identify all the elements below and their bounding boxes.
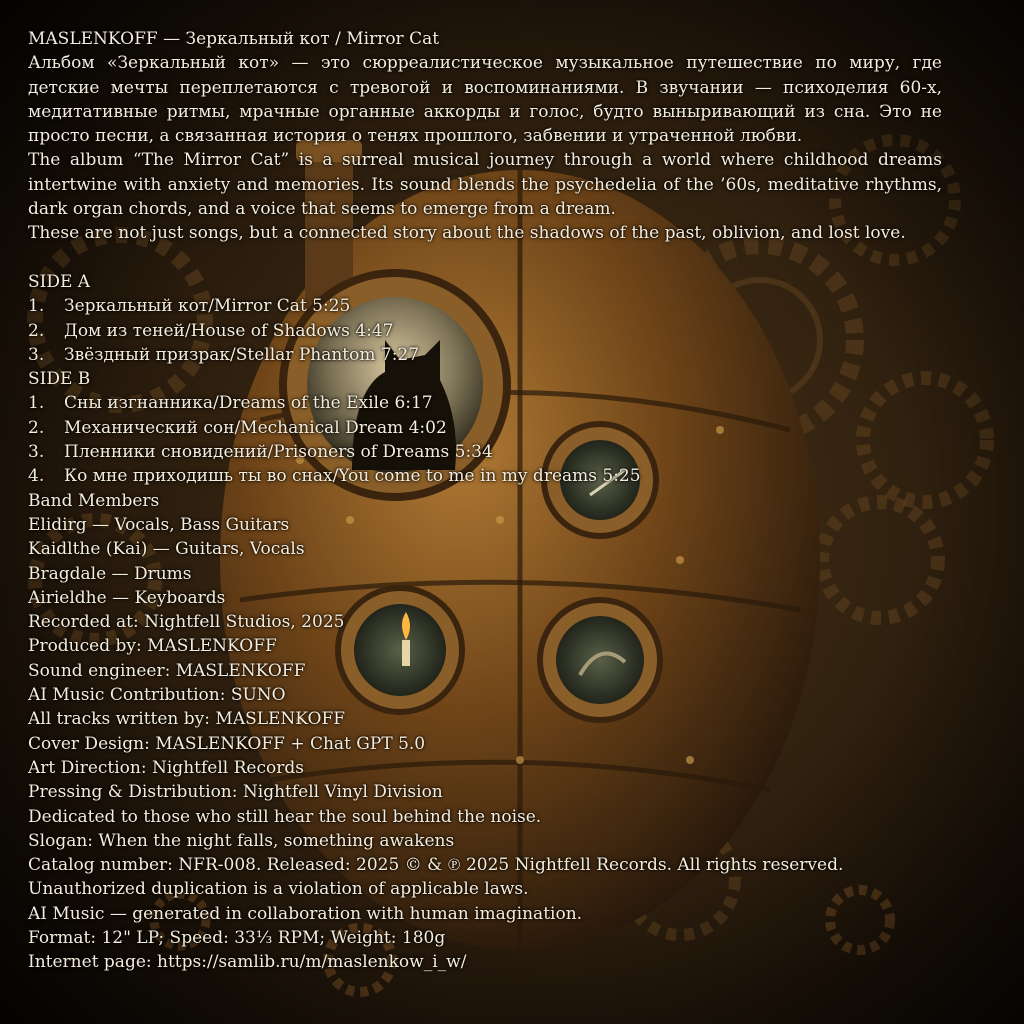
track-a3	[28, 343, 942, 367]
credit-ai-contribution: AI Music Contribution: SUNO	[28, 685, 286, 706]
track-b3	[28, 440, 942, 464]
credit-internet-page: Internet page: https://samlib.ru/m/maslenkow_i_w/	[28, 952, 467, 973]
track-number: 1.	[28, 296, 45, 317]
side-b-label: SIDE B	[28, 369, 91, 390]
track-number: 3.	[28, 442, 45, 463]
credit-pressing: Pressing & Distribution: Nightfell Vinyl Division	[28, 782, 443, 803]
track-number: 1.	[28, 393, 45, 414]
description-en-2: These are not just songs, but a connected story about the shadows of the past, oblivion, and lost love.	[28, 223, 906, 244]
credit-duplication-notice: Unauthorized duplication is a violation of applicable laws.	[28, 879, 529, 900]
credit-ai-notice: AI Music — generated in collaboration with human imagination.	[28, 903, 583, 924]
track-number: 3.	[28, 344, 45, 365]
track-number: 2.	[28, 320, 45, 341]
spacer	[28, 246, 942, 270]
credit-member-1: Elidirg — Vocals, Bass Guitars	[28, 514, 290, 535]
album-header: MASLENKOFF — Зеркальный кот / Mirror Cat	[28, 29, 440, 49]
credit-sound-engineer: Sound engineer: MASLENKOFF	[28, 660, 306, 681]
track-number: 2.	[28, 417, 45, 438]
track-a1	[28, 294, 942, 318]
track-b1	[28, 391, 942, 415]
description-en-1: The album “The Mirror Cat” is a surreal musical journey through a world where childhood dreams intertwine with anxiety and memories. Its sound blends the psychedelia of the ’60s, meditative rhythms, dark organ chords, and a voice that seems to emerge from a dream.	[28, 150, 942, 220]
track-title: Ко мне приходишь ты во снах/You come to me in my dreams 5:25	[64, 466, 641, 487]
track-b2	[28, 416, 942, 440]
track-title: Механический сон/Mechanical Dream 4:02	[64, 417, 447, 438]
credit-art-direction: Art Direction: Nightfell Records	[28, 757, 304, 778]
track-title: Дом из теней/House of Shadows 4:47	[64, 320, 394, 341]
description-ru: Альбом «Зеркальный кот» — это сюрреалистическое музыкальное путешествие по миру, где детские мечты переплетаются с тревогой и воспоминаниями. В звучании — психоделия 60-х, медитативные ритмы, мрачные органные аккорды и голос, будто выныривающий из сна. Это не просто песни, а связанная история о тенях прошлого, забвении и утраченной любви.	[28, 53, 942, 147]
credit-cover-design: Cover Design: MASLENKOFF + Chat GPT 5.0	[28, 733, 426, 754]
credit-recorded-at: Recorded at: Nightfell Studios, 2025	[28, 612, 345, 633]
side-a-label: SIDE A	[28, 271, 91, 292]
credit-written-by: All tracks written by: MASLENKOFF	[28, 709, 346, 730]
track-title: Сны изгнанника/Dreams of the Exile 6:17	[64, 393, 433, 414]
credit-catalog: Catalog number: NFR-008. Released: 2025 © & ℗ 2025 Nightfell Records. All rights reserved.	[28, 855, 844, 876]
credit-dedication: Dedicated to those who still hear the soul behind the noise.	[28, 806, 542, 827]
credit-format: Format: 12" LP; Speed: 33⅓ RPM; Weight: 180g	[28, 927, 446, 948]
track-title: Звёздный призрак/Stellar Phantom 7:27	[64, 344, 420, 365]
track-a2	[28, 319, 942, 343]
credit-member-2: Kaidlthe (Kai) — Guitars, Vocals	[28, 539, 305, 560]
credit-slogan: Slogan: When the night falls, something awakens	[28, 830, 455, 851]
credit-produced-by: Produced by: MASLENKOFF	[28, 636, 277, 657]
track-number: 4.	[28, 466, 45, 487]
credit-member-4: Airieldhe — Keyboards	[28, 587, 226, 608]
liner-notes	[28, 27, 942, 975]
track-title: Пленники сновидений/Prisoners of Dreams 5:34	[64, 442, 493, 463]
track-title: Зеркальный кот/Mirror Cat 5:25	[64, 296, 351, 317]
track-b4	[28, 464, 942, 488]
credit-band-members-heading: Band Members	[28, 490, 160, 511]
credit-member-3: Bragdale — Drums	[28, 563, 192, 584]
